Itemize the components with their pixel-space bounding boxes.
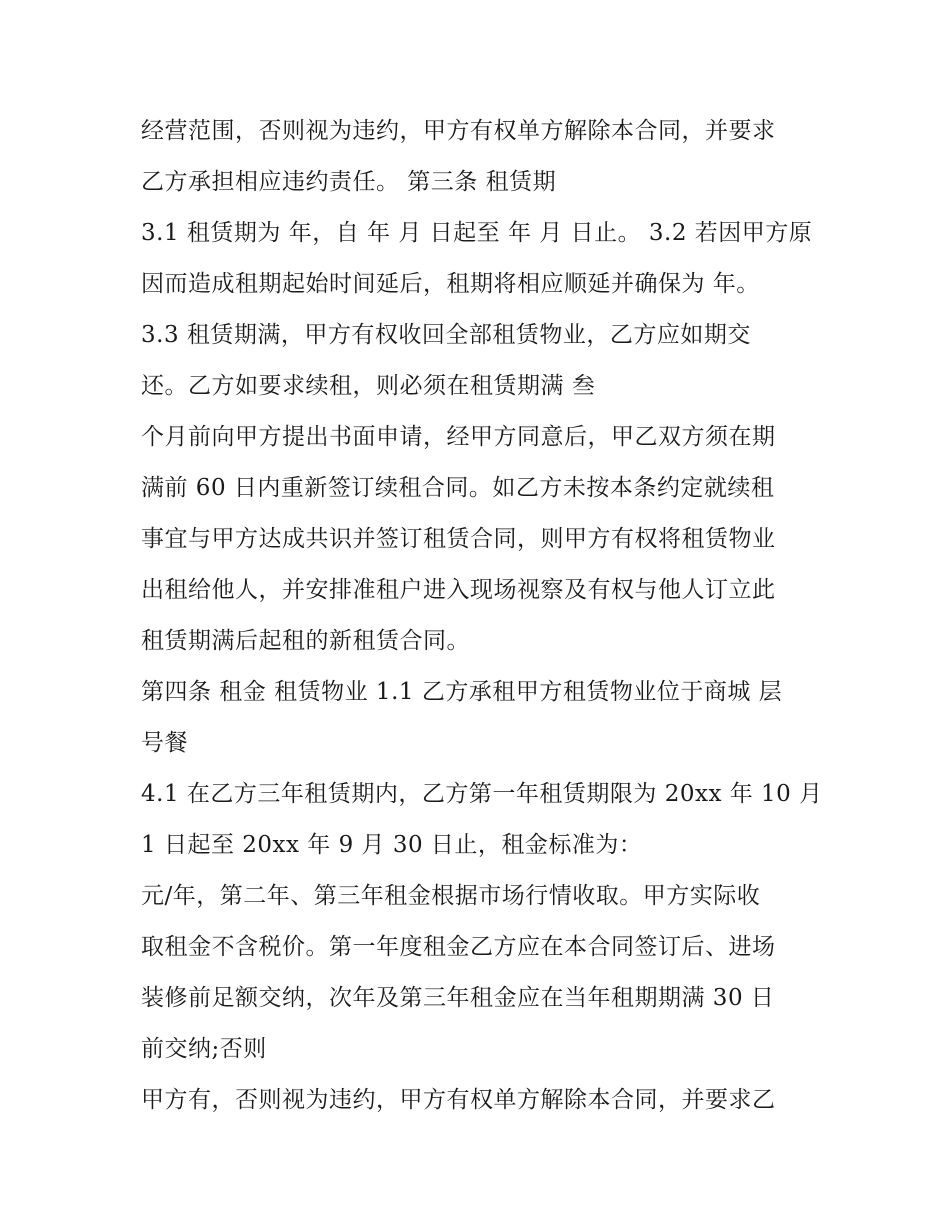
text-line: 装修前足额交纳，次年及第三年租金应在当年租期期满 30 日	[141, 985, 775, 1011]
text-line: 个月前向甲方提出书面申请，经甲方同意后，甲乙双方须在期	[141, 424, 776, 450]
text-line: 事宜与甲方达成共识并签订租赁合同，则甲方有权将租赁物业	[141, 526, 776, 552]
text-line: 号餐	[141, 730, 188, 756]
text-line: 3.1 租赁期为 年，自 年 月 日起至 年 月 日止。 3.2 若因甲方原	[141, 220, 813, 246]
text-line: 元/年，第二年、第三年租金根据市场行情收取。甲方实际收	[141, 883, 761, 909]
text-line: 1 日起至 20xx 年 9 月 30 日止，租金标准为：	[141, 832, 643, 858]
text-line: 4.1 在乙方三年租赁期内，乙方第一年租赁期限为 20xx 年 10 月	[141, 781, 823, 807]
text-line: 租赁期满后起租的新租赁合同。	[141, 628, 470, 654]
text-line: 3.3 租赁期满，甲方有权收回全部租赁物业，乙方应如期交	[141, 322, 751, 348]
text-line: 满前 60 日内重新签订续租合同。如乙方未按本条约定就续租	[141, 475, 775, 501]
text-line: 第四条 租金 租赁物业 1.1 乙方承租甲方租赁物业位于商城 层	[141, 679, 783, 705]
contract-body-text	[141, 106, 821, 1126]
text-line: 经营范围，否则视为违约，甲方有权单方解除本合同，并要求	[141, 118, 776, 144]
text-line: 取租金不含税价。第一年度租金乙方应在本合同签订后、进场	[141, 934, 776, 960]
text-line: 因而造成租期起始时间延后，租期将相应顺延并确保为 年。	[141, 271, 760, 297]
text-line: 甲方有，否则视为违约，甲方有权单方解除本合同，并要求乙	[141, 1087, 776, 1113]
text-line: 还。乙方如要求续租，则必须在租赁期满 叁	[141, 373, 596, 399]
text-line: 出租给他人，并安排准租户进入现场视察及有权与他人订立此	[141, 577, 776, 603]
text-line: 乙方承担相应违约责任。 第三条 租赁期	[141, 169, 557, 195]
text-line: 前交纳;否则	[141, 1036, 267, 1062]
